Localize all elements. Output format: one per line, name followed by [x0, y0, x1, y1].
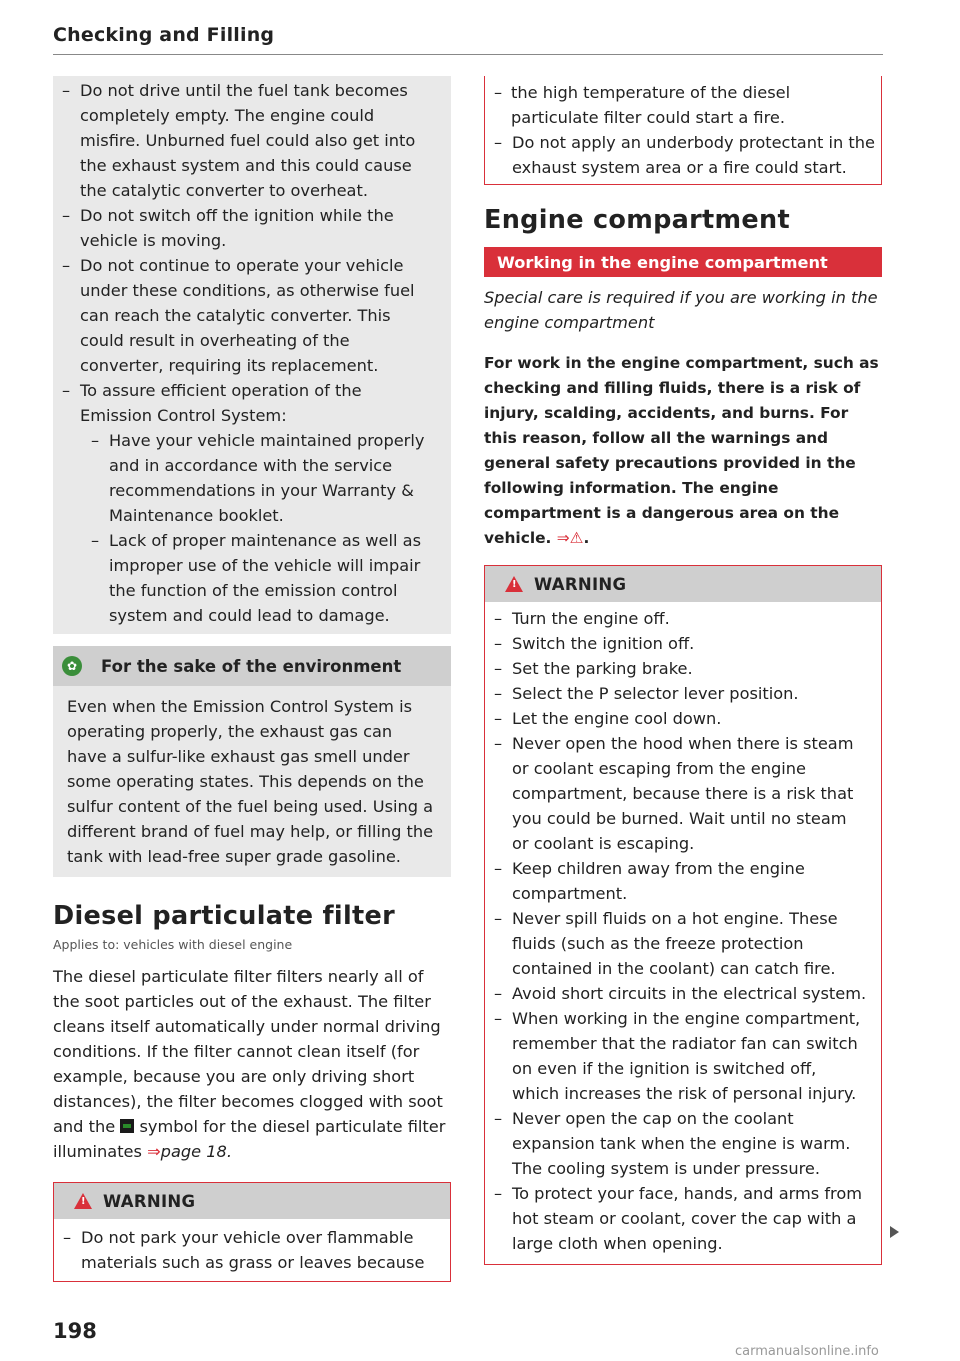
arrow-ref-icon: ⇒: [556, 529, 570, 547]
continue-arrow-icon: [890, 1226, 899, 1238]
applies-to-note: Applies to: vehicles with diesel engine: [53, 937, 293, 952]
diesel-warning-box: [53, 1182, 451, 1282]
safety-intro-paragraph: For work in the engine compartment, such as checking and filling fluids, there is a risk of injury, scalding, accidents, and burns. For this reason, follow all the warnings and general safety precautions provided in the following information. The engine compartment is a dangerous area on the vehicle. ⇒⚠.: [484, 354, 879, 547]
page-header-title: Checking and Filling: [53, 24, 275, 46]
list-item: – Do not drive until the fuel tank becomes completely empty. The engine could misfire. Unburned fuel could also get into the exhaust system and this could cause the catalytic converter to overheat.: [53, 78, 437, 203]
list-item: – Turn the engine off.: [485, 606, 867, 631]
list-item: – Do not apply an underbody protectant in the exhaust system area or a fire could start.: [485, 130, 881, 180]
diesel-filter-heading: Diesel particulate filter: [53, 901, 395, 931]
list-item: – the high temperature of the diesel particulate filter could start a fire.: [485, 80, 881, 130]
right-column: [484, 76, 882, 1265]
list-item: – Switch the ignition off.: [485, 631, 867, 656]
engine-warning-box: [484, 565, 882, 1265]
environment-note-box: [53, 646, 451, 877]
emission-list: [53, 78, 437, 628]
warning-continued-list: [485, 80, 881, 180]
engine-warning-list: [485, 606, 867, 1256]
warning-title: WARNING: [103, 1191, 196, 1211]
warning-ref-icon[interactable]: ⚠: [569, 529, 584, 547]
environment-note-body: Even when the Emission Control System is operating properly, the exhaust gas can have a sulfur-like exhaust gas smell under some operating states. This depends on the sulfur content of the fuel being used. Using a different brand of fuel may help, or filling the tank with lead-free super grade gasoline.: [67, 697, 434, 866]
diesel-filter-paragraph: [53, 964, 451, 1164]
emission-sublist: [80, 428, 437, 628]
section-subtitle: Special care is required if you are working in the engine compartment: [484, 288, 878, 332]
engine-compartment-heading: Engine compartment: [484, 205, 790, 235]
warning-list: [54, 1225, 450, 1275]
continued-warning-box: [53, 76, 451, 634]
list-item: – Do not park your vehicle over flammable materials such as grass or leaves because: [54, 1225, 450, 1275]
left-column: [53, 76, 451, 1282]
leaf-globe-icon: ✿: [62, 656, 82, 676]
list-item: – To protect your face, hands, and arms from hot steam or coolant, cover the cap with a large cloth when opening.: [485, 1181, 867, 1256]
list-item: – Do not switch off the ignition while the vehicle is moving.: [53, 203, 437, 253]
list-item: – Select the P selector lever position.: [485, 681, 867, 706]
warning-title: WARNING: [534, 574, 627, 594]
list-item: – Never spill fluids on a hot engine. These fluids (such as the freeze protection contained in the coolant) can catch fire.: [485, 906, 867, 981]
list-item: – Set the parking brake.: [485, 656, 867, 681]
list-item: – Keep children away from the engine compartment.: [485, 856, 867, 906]
list-item: [53, 378, 437, 628]
list-item: – When working in the engine compartment, remember that the radiator fan can switch on even if the ignition is switched off, which increases the risk of personal injury.: [485, 1006, 867, 1106]
watermark: carmanualsonline.info: [735, 1344, 879, 1359]
warning-header: [485, 566, 881, 602]
list-item: – Never open the hood when there is steam or coolant escaping from the engine compartment, because there is a risk that you could be burned. Wait until no steam or coolant is escaping.: [485, 731, 867, 856]
page-number: 198: [53, 1319, 97, 1343]
warning-body: [485, 602, 881, 1264]
diesel-text-part2: symbol for the diesel particulate filter illuminates: [53, 1117, 446, 1161]
safety-intro-text: For work in the engine compartment, such as checking and filling fluids, there is a risk of injury, scalding, accidents, and burns. For this reason, follow all the warnings and general safety precautions provided in the following information. The engine compartment is a dangerous area on the vehicle.: [484, 354, 879, 547]
page-reference-link[interactable]: page 18.: [160, 1142, 232, 1161]
list-item: – Have your vehicle maintained properly and in accordance with the service recommendations in your Warranty & Maintenance booklet.: [80, 428, 437, 528]
diesel-text-part1: The diesel particulate filter filters nearly all of the soot particles out of the exhaust. The filter cleans itself automatically under normal driving conditions. If the filter cannot clean itself (for example, because you are only driving short distances), the filter becomes clogged with soot and the: [53, 967, 443, 1136]
section-banner: Working in the engine compartment: [484, 247, 882, 277]
list-item: – Avoid short circuits in the electrical system.: [485, 981, 867, 1006]
warning-body: [54, 1219, 450, 1281]
continued-warning-box-right: [484, 76, 882, 185]
list-item: – Do not continue to operate your vehicle under these conditions, as otherwise fuel can reach the catalytic converter. This could result in overheating of the converter, requiring its replacement.: [53, 253, 437, 378]
arrow-ref-icon: ⇒: [147, 1142, 161, 1161]
list-item-text: To assure efficient operation of the Emission Control System:: [80, 381, 362, 425]
environment-note-title: For the sake of the environment: [101, 656, 402, 676]
list-item: – Never open the cap on the coolant expansion tank when the engine is warm. The cooling system is under pressure.: [485, 1106, 867, 1181]
list-item: – Let the engine cool down.: [485, 706, 867, 731]
list-item: – Lack of proper maintenance as well as improper use of the vehicle will impair the function of the emission control system and could lead to damage.: [80, 528, 437, 628]
header-divider: [53, 54, 883, 55]
warning-body: [485, 76, 881, 184]
warning-triangle-icon: !: [74, 1193, 92, 1209]
diesel-filter-indicator-icon: [120, 1119, 134, 1133]
environment-note-header: [53, 646, 451, 686]
warning-triangle-icon: !: [505, 576, 523, 592]
warning-header: [54, 1183, 450, 1219]
